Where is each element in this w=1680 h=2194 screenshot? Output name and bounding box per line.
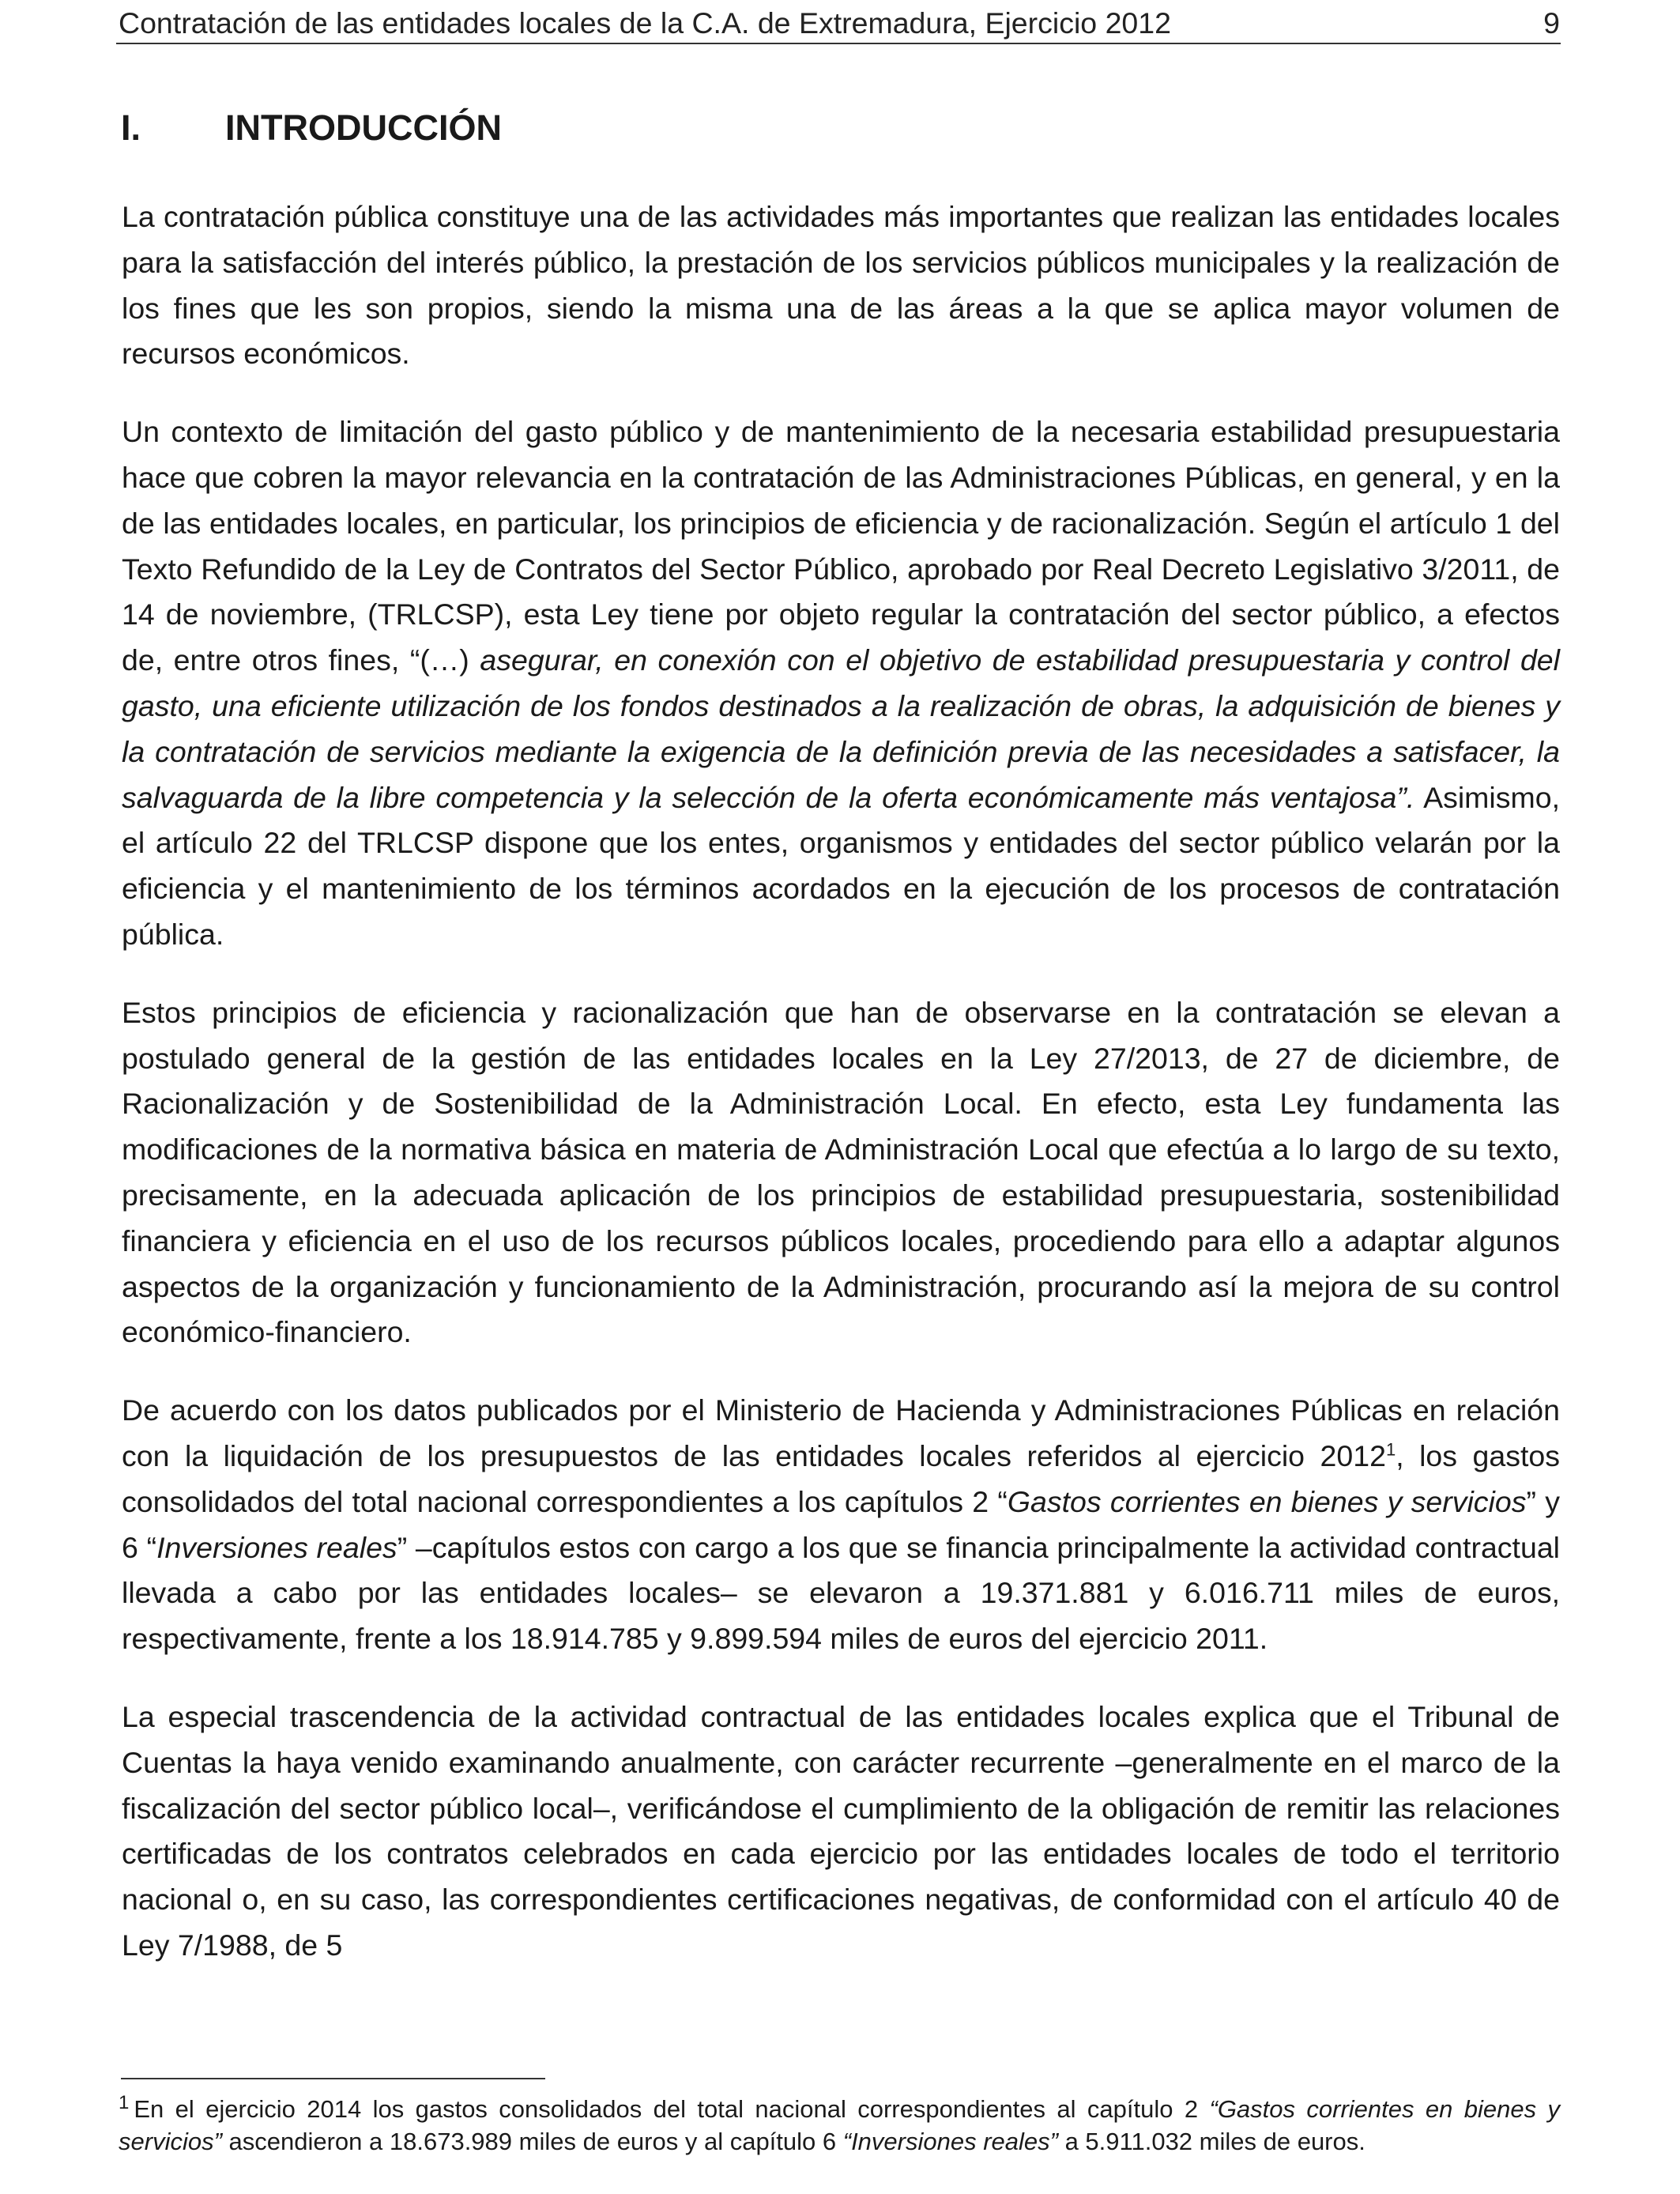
- footnote: $^1$ En el ejercicio 2014 los gastos consolidados del total nacional correspondientes al capítulo 2 “Gastos corrientes en bienes y servicios” ascendieron a 18.673.989 miles de euros y al capítulo 6 “Inversiones reales” a 5.911.032 miles de euros.: [119, 2091, 1560, 2155]
- footnote-divider: [121, 2078, 545, 2079]
- quoted-law-text: asegurar, en conexión con el objetivo de estabilidad presupuestaria y control del gasto, una eficiente utilización de los fondos destinados a la realización de obras, la adquisición de bienes y la contratación de servicios mediante la exigencia de la definición previa de las necesidades a satisfacer, la salvaguarda de la libre competencia y la selección de la oferta económicamente más ventajosa”.: [122, 643, 1560, 814]
- paragraph-2: Un contexto de limitación del gasto público y de mantenimiento de la necesaria estabilidad presupuestaria hace que cobren la mayor relevancia en la contratación de las Administraciones Públicas, en general, y en la de las entidades locales, en particular, los principios de eficiencia y de racionalización. Según el artículo 1 del Texto Refundido de la Ley de Contratos del Sector Público, aprobado por Real Decreto Legislativo 3/2011, de 14 de noviembre, (TRLCSP), esta Ley tiene por objeto regular la contratación del sector público, a efectos de, entre otros fines, “(…) asegurar, en conexión con el objetivo de estabilidad presupuestaria y control del gasto, una eficiente utilización de los fondos destinados a la realización de obras, la adquisición de bienes y la contratación de servicios mediante la exigencia de la definición previa de las necesidades a satisfacer, la salvaguarda de la libre competencia y la selección de la oferta económicamente más ventajosa”. Asimismo, el artículo 22 del TRLCSP dispone que los entes, organismos y entidades del sector público velarán por la eficiencia y el mantenimiento de los términos acordados en la ejecución de los procesos de contratación pública.: [122, 415, 1560, 951]
- paragraph-1: La contratación pública constituye una de las actividades más importantes que realizan las entidades locales para la satisfacción del interés público, la prestación de los servicios públicos municipales y la realización de los fines que les son propios, siendo la misma una de las áreas a la que se aplica mayor volumen de recursos económicos.: [122, 200, 1560, 371]
- page-number: 9: [1543, 6, 1560, 40]
- page-header: [119, 3, 1560, 43]
- paragraph-3: Estos principios de eficiencia y racionalización que han de observarse en la contratación se elevan a postulado general de la gestión de las entidades locales en la Ley 27/2013, de 27 de diciembre, de Racionalización y de Sostenibilidad de la Administración Local. En efecto, esta Ley fundamenta las modificaciones de la normativa básica en materia de Administración Local que efectúa a lo largo de su texto, precisamente, en la adecuada aplicación de los principios de estabilidad presupuestaria, sostenibilidad financiera y eficiencia en el uso de los recursos públicos locales, procediendo para ello a adaptar algunos aspectos de la organización y funcionamiento de la Administración, procurando así la mejora de su control económico-financiero.: [122, 995, 1560, 1349]
- header-title: Contratación de las entidades locales de la C.A. de Extremadura, Ejercicio 2012: [119, 6, 1172, 40]
- paragraph-4: De acuerdo con los datos publicados por el Ministerio de Hacienda y Administraciones Públicas en relación con la liquidación de los presupuestos de las entidades locales referidos al ejercicio 2012$^1$, los gastos consolidados del total nacional correspondientes a los capítulos 2 “Gastos corrientes en bienes y servicios” y 6 “Inversiones reales” –capítulos estos con cargo a los que se financia principalmente la actividad contractual llevada a cabo por las entidades locales– se elevaron a 19.371.881 y 6.016.711 miles de euros, respectivamente, frente a los 18.914.785 y 9.899.594 miles de euros del ejercicio 2011.: [122, 1393, 1561, 1656]
- section-title: INTRODUCCIÓN: [225, 107, 502, 148]
- section-number: I.: [121, 107, 141, 148]
- body-text: [122, 194, 1560, 2001]
- header-divider: [116, 43, 1561, 44]
- paragraph-5: La especial trascendencia de la actividad contractual de las entidades locales explica que el Tribunal de Cuentas la haya venido examinando anualmente, con carácter recurrente –generalmente en el marco de la fiscalización del sector público local–, verificándose el cumplimiento de la obligación de remitir las relaciones certificadas de los contratos celebrados en cada ejercicio por las entidades locales de todo el territorio nacional o, en su caso, las correspondientes certificaciones negativas, de conformidad con el artículo 40 de Ley 7/1988, de 5: [122, 1699, 1560, 1962]
- footnote-mark: 1: [119, 2091, 130, 2113]
- footnote-reference: 1: [1385, 1439, 1396, 1460]
